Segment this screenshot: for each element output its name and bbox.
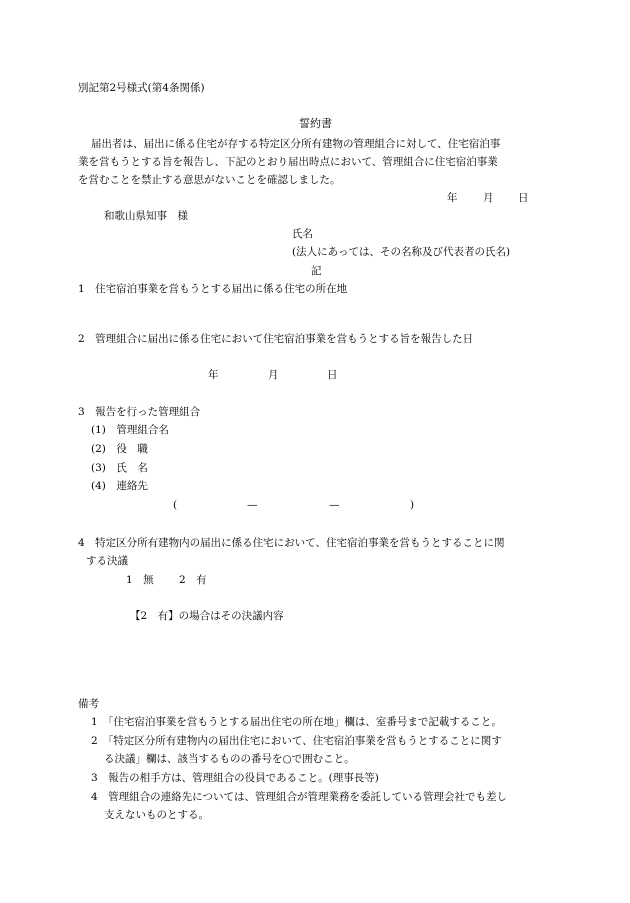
remark-3: 3 報告の相手方は、管理組合の役員であること。(理事長等) xyxy=(91,772,379,784)
remarks-heading: 備考 xyxy=(78,698,99,710)
addressee: 和歌山県知事 様 xyxy=(104,210,188,222)
item-2-year: 年 xyxy=(208,369,219,381)
item-3-contact: (4) 連絡先 xyxy=(91,480,148,492)
signer-note: (法人にあっては、その名称及び代表者の氏名) xyxy=(292,246,511,258)
intro-line-2: 業を営もうとする旨を報告し、下記のとおり届出時点において、管理組合に住宅宿泊事業 xyxy=(78,156,498,168)
intro-line-3: を営むことを禁止する意思がないことを確認しました。 xyxy=(78,174,341,186)
item-4-option-none: 1 無 xyxy=(126,574,154,586)
item-2: 2 管理組合に届出に係る住宅において住宅宿泊事業を営もうとする旨を報告した日 xyxy=(78,333,474,345)
phone-open-paren: ( xyxy=(173,499,178,511)
page-title: 誓約書 xyxy=(299,117,332,130)
remark-2-line-1: 2 「特定区分所有建物内の届出住宅において、住宅宿泊事業を営もうとすることに関す xyxy=(91,735,502,747)
item-3-position: (2) 役 職 xyxy=(91,443,148,455)
signer-name-label: 氏名 xyxy=(292,228,313,240)
item-2-day: 日 xyxy=(327,369,338,381)
remark-4-line-2: 支えないものとする。 xyxy=(104,809,209,821)
remark-2-line-2: る決議」欄は、該当するものの番号を○で囲むこと。 xyxy=(104,753,355,765)
item-4-line-1: 4 特定区分所有建物内の届出に係る住宅において、住宅宿泊事業を営もうとすることに関 xyxy=(78,537,505,549)
item-3-association-name: (1) 管理組合名 xyxy=(91,424,169,436)
item-3-person-name: (3) 氏 名 xyxy=(91,462,148,474)
date-year: 年 xyxy=(447,192,458,204)
ki-heading: 記 xyxy=(311,265,322,277)
remark-1: 1 「住宅宿泊事業を営もうとする届出住宅の所在地」欄は、室番号まで記載すること。 xyxy=(91,716,502,728)
item-4-line-2: する決議 xyxy=(86,555,128,567)
phone-dash-2: — xyxy=(329,499,340,511)
item-4-option-yes: 2 有 xyxy=(179,574,207,586)
date-day: 日 xyxy=(518,192,529,204)
item-1: 1 住宅宿泊事業を営もうとする届出に係る住宅の所在地 xyxy=(78,283,348,295)
phone-close-paren: ) xyxy=(410,499,415,511)
item-3-heading: 3 報告を行った管理組合 xyxy=(78,406,201,418)
phone-dash-1: — xyxy=(247,499,258,511)
item-4-note: 【2 有】の場合はその決議内容 xyxy=(130,610,284,622)
date-month: 月 xyxy=(483,192,494,204)
remark-4-line-1: 4 管理組合の連絡先については、管理組合が管理業務を委託している管理会社でも差し xyxy=(91,791,507,803)
intro-line-1: 届出者は、届出に係る住宅が存する特定区分所有建物の管理組合に対して、住宅宿泊事 xyxy=(91,138,501,150)
form-reference: 別記第2号様式(第4条関係) xyxy=(78,82,205,94)
item-2-month: 月 xyxy=(268,369,279,381)
